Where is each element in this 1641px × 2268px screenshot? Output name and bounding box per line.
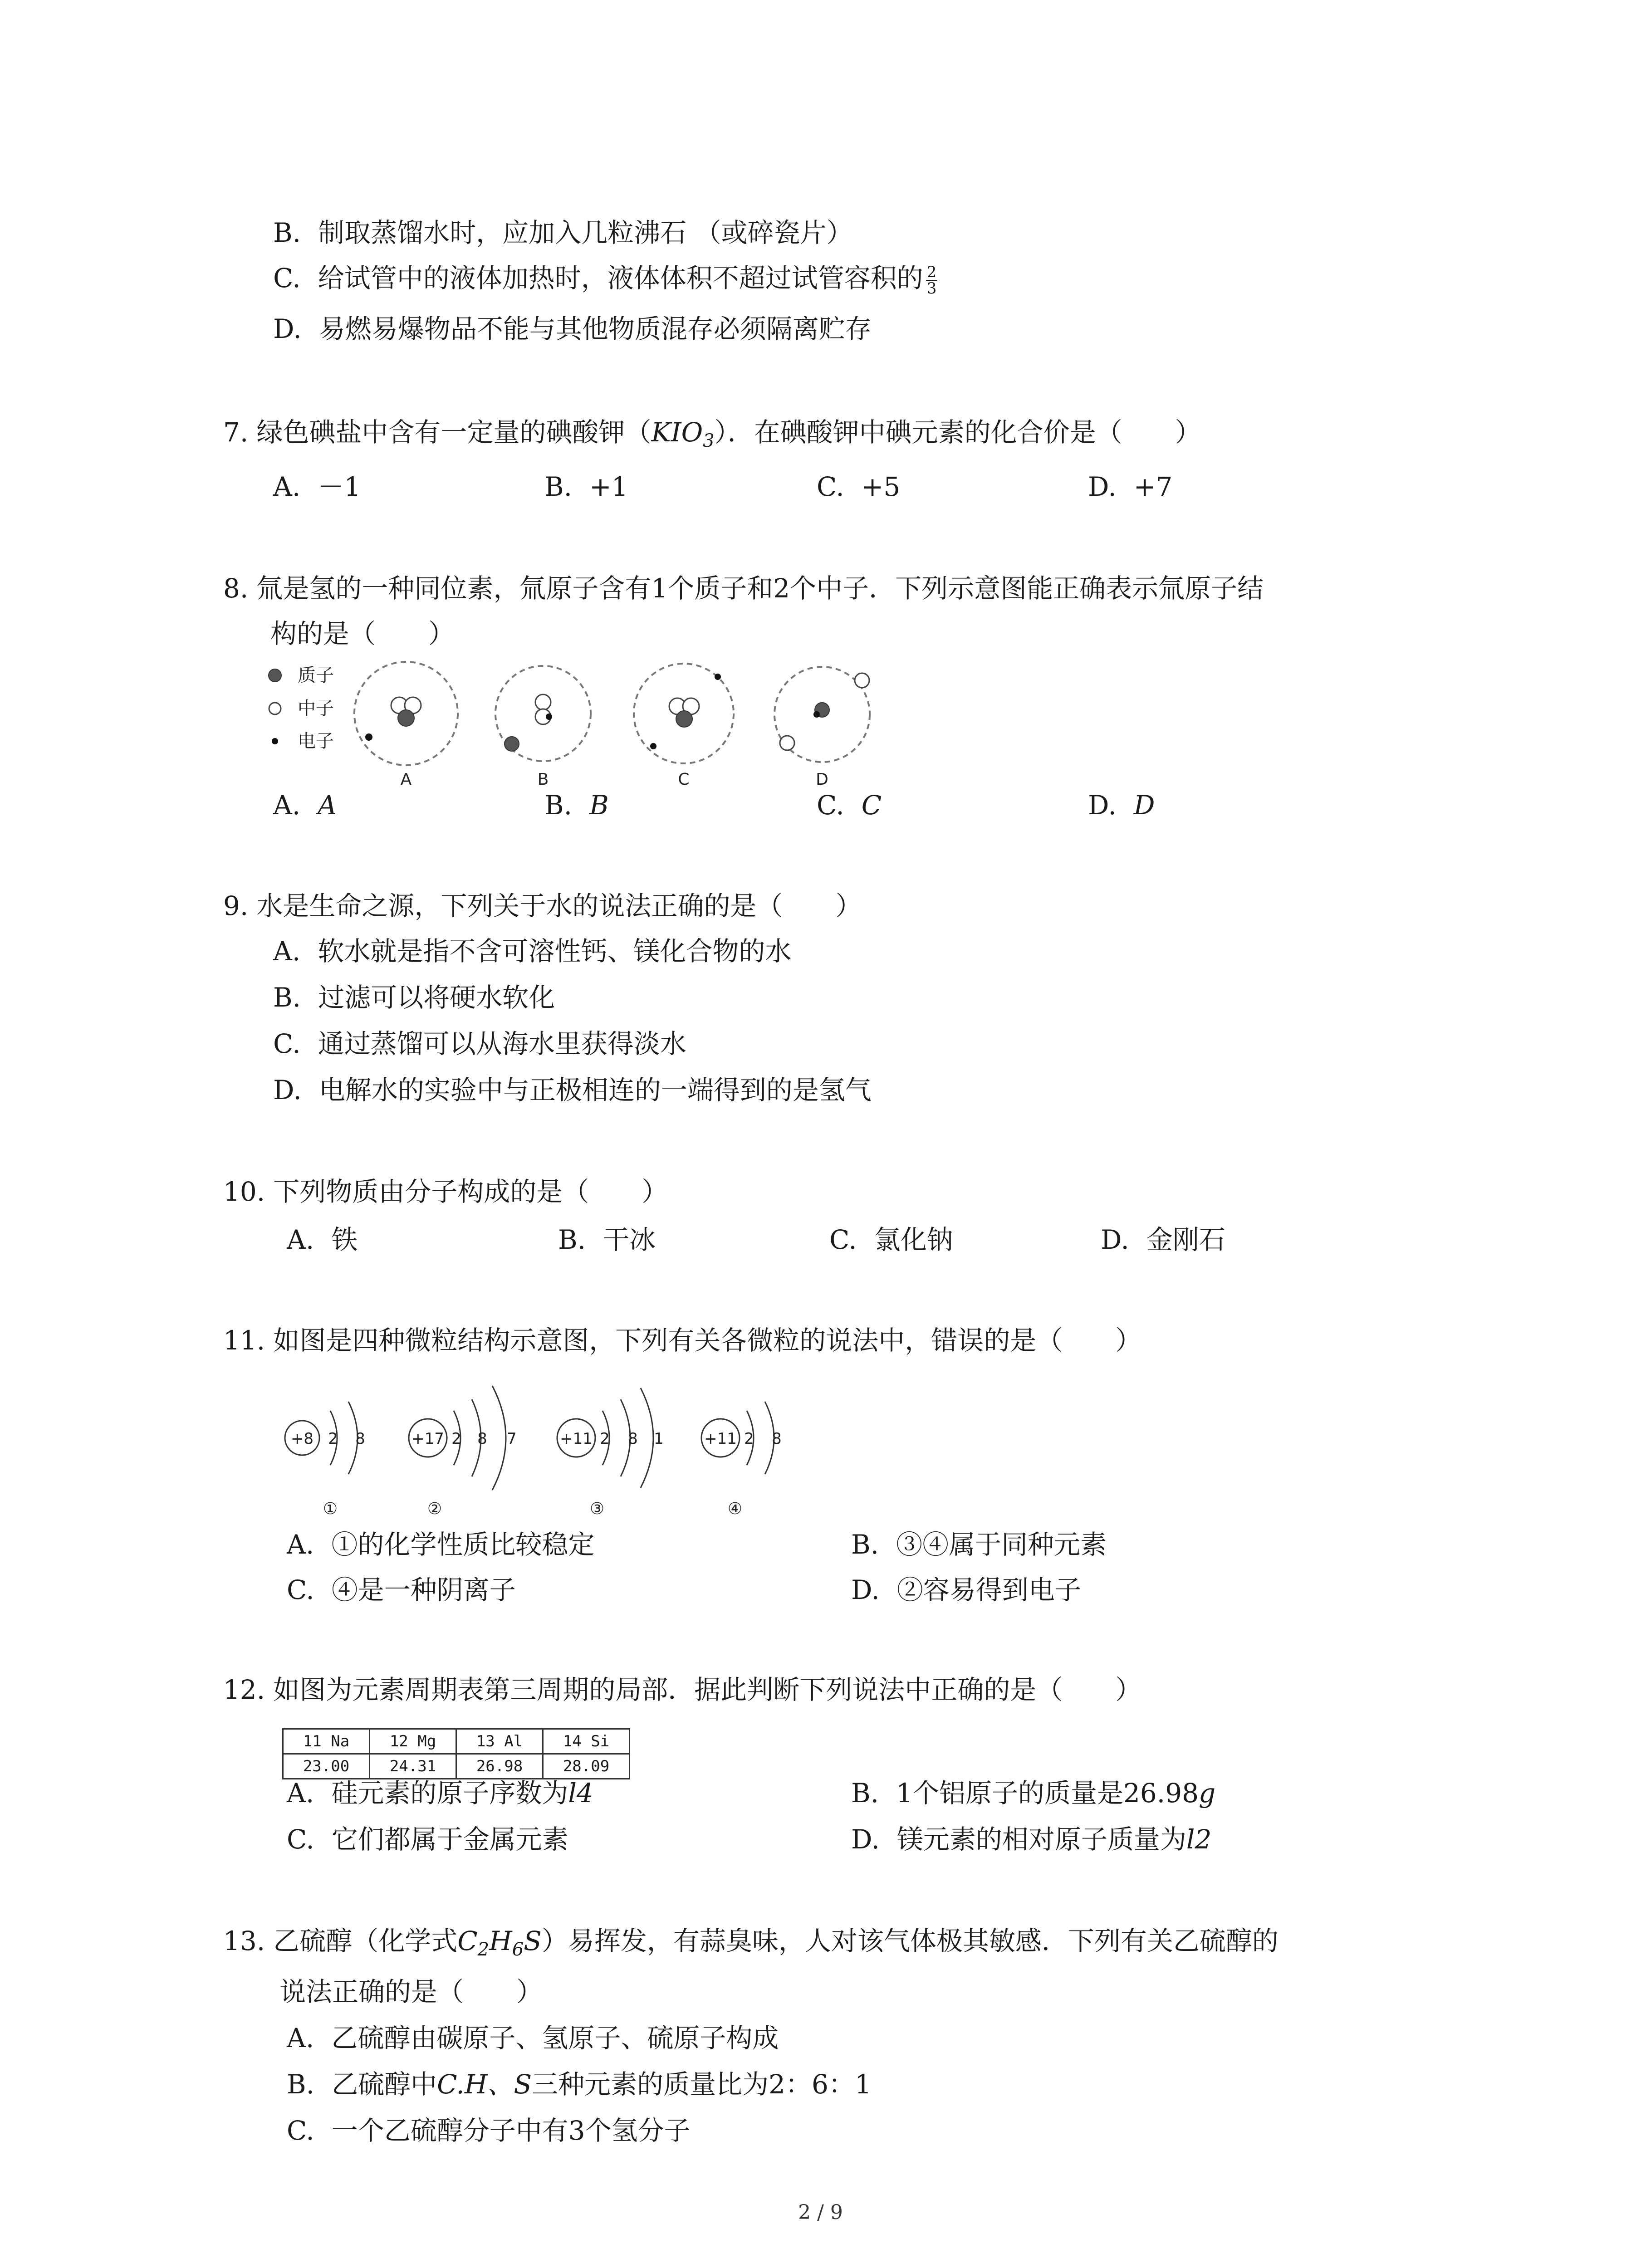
- atom-diagram-b: [495, 666, 591, 789]
- particle-diagram-2: [409, 1386, 517, 1518]
- neutron-icon: [391, 697, 407, 714]
- neutron-legend-label: 中子: [298, 698, 334, 719]
- particle-diagram-3: [557, 1388, 664, 1518]
- proton-icon: [505, 737, 519, 751]
- diagram-label-d: D: [816, 770, 828, 789]
- mass-cell: 26.98: [456, 1754, 543, 1779]
- q6-option-b: B. 制取蒸馏水时，应加入几粒沸石 （或碎瓷片）: [273, 217, 853, 248]
- particle-tag: ③: [589, 1500, 605, 1518]
- particle-diagram-4: [701, 1402, 782, 1518]
- diagram-label-a: A: [400, 770, 412, 789]
- electron-orbit: [354, 662, 458, 765]
- nucleus-charge: +11: [704, 1430, 737, 1448]
- nucleus: [557, 1419, 595, 1457]
- atom-diagram-a: [354, 662, 458, 789]
- q11-option-b: B. ③④属于同种元素: [851, 1529, 1107, 1560]
- element-cell: 12 Mg: [370, 1729, 456, 1754]
- particle-tag: ④: [727, 1500, 743, 1518]
- electron-legend-label: 电子: [298, 731, 334, 752]
- nucleus-charge: +8: [290, 1430, 314, 1448]
- q8-option-a: A. A: [273, 790, 337, 821]
- electron-icon: [546, 714, 552, 720]
- shell-count: 8: [628, 1430, 638, 1448]
- proton-icon: [815, 703, 829, 717]
- q8-stem-line2: 构的是（ ）: [270, 618, 455, 649]
- page-number: 2 / 9: [798, 2201, 843, 2224]
- neutron-icon: [855, 673, 869, 688]
- fraction: $\frac{2}{3}$: [926, 263, 937, 298]
- q7-option-c: C. +5: [817, 471, 901, 502]
- neutron-icon: [683, 698, 699, 714]
- nucleus: [285, 1421, 319, 1455]
- q11-stem: 11. 如图是四种微粒结构示意图，下列有关各微粒的说法中，错误的是（ ）: [223, 1325, 1142, 1356]
- q13-option-a: A. 乙硫醇由碳原子、氢原子、硫原子构成: [287, 2023, 779, 2053]
- neutron-icon: [405, 697, 421, 714]
- shell-count: 2: [600, 1430, 610, 1448]
- q11-option-a: A. ①的化学性质比较稳定: [287, 1529, 595, 1560]
- q11-option-d: D. ②容易得到电子: [851, 1574, 1081, 1605]
- q10-option-b: B. 干冰: [558, 1224, 656, 1255]
- q9-option-a: A. 软水就是指不含可溶性钙、镁化合物的水: [273, 936, 792, 967]
- shell-arc: [621, 1399, 630, 1476]
- shell-arc: [348, 1402, 358, 1474]
- q12-option-d: D. 镁元素的相对原子质量为l2: [851, 1824, 1212, 1855]
- periodic-table-excerpt: [282, 1728, 630, 1779]
- nucleus-charge: +17: [411, 1430, 444, 1448]
- q13-stem-line1: 13. 乙硫醇（化学式$C_2H_6S$）易挥发，有蒜臭味，人对该气体极其敏感．下列有关乙硫醇的: [223, 1926, 1279, 1960]
- q10-stem: 10. 下列物质由分子构成的是（ ）: [223, 1176, 668, 1207]
- proton-legend-icon: [269, 669, 281, 682]
- shell-count: 8: [477, 1430, 487, 1448]
- q8-legend: [269, 665, 334, 752]
- table-row: [283, 1754, 630, 1779]
- neutron-icon: [780, 736, 794, 750]
- element-cell: 11 Na: [283, 1729, 370, 1754]
- neutron-icon: [535, 709, 551, 724]
- q6-option-d: D. 易燃易爆物品不能与其他物质混存必须隔离贮存: [273, 313, 872, 344]
- nucleus: [409, 1419, 447, 1457]
- mass-cell: 23.00: [283, 1754, 370, 1779]
- shell-arc: [330, 1411, 337, 1465]
- neutron-icon: [669, 698, 686, 714]
- q7-option-b: B. +1: [544, 471, 628, 502]
- electron-icon: [650, 743, 656, 749]
- q9-option-d: D. 电解水的实验中与正极相连的一端得到的是氢气: [273, 1075, 872, 1105]
- q13-option-b: B. 乙硫醇中C.H、S三种元素的质量比为2：6：1: [287, 2069, 872, 2100]
- q12-option-b: B. 1个铝原子的质量是26.98g: [851, 1778, 1216, 1809]
- shell-arc: [454, 1411, 460, 1465]
- q11-option-c: C. ④是一种阴离子: [287, 1574, 516, 1605]
- q13-stem-line2: 说法正确的是（ ）: [279, 1976, 543, 2007]
- shell-count: 2: [328, 1430, 338, 1448]
- q7-option-d: D. +7: [1088, 471, 1173, 502]
- nucleus: [701, 1419, 740, 1457]
- q8-option-c: C. C: [817, 790, 882, 821]
- shell-arc: [472, 1399, 481, 1476]
- electron-orbit: [774, 667, 870, 762]
- electron-orbit: [495, 666, 591, 761]
- element-cell: 14 Si: [543, 1729, 630, 1754]
- q9-option-c: C. 通过蒸馏可以从海水里获得淡水: [273, 1028, 686, 1059]
- q10-option-d: D. 金刚石: [1101, 1224, 1225, 1255]
- electron-icon: [813, 711, 820, 718]
- element-cell: 13 Al: [456, 1729, 543, 1754]
- table-row: [283, 1729, 630, 1754]
- diagram-label-c: C: [678, 770, 690, 789]
- q12-option-a: A. 硅元素的原子序数为l4: [287, 1778, 593, 1809]
- electron-icon: [715, 674, 721, 680]
- proton-icon: [398, 710, 414, 726]
- atom-diagram-d: [774, 667, 870, 789]
- q10-option-c: C. 氯化钠: [829, 1224, 953, 1255]
- shell-arc: [641, 1388, 653, 1488]
- electron-legend-icon: [272, 738, 278, 744]
- q12-stem: 12. 如图为元素周期表第三周期的局部．据此判断下列说法中正确的是（ ）: [223, 1674, 1142, 1705]
- shell-arc: [747, 1411, 754, 1465]
- shell-count: 1: [654, 1430, 664, 1448]
- shell-arc: [492, 1386, 506, 1490]
- mass-cell: 24.31: [370, 1754, 456, 1779]
- neutron-icon: [535, 694, 551, 710]
- particle-diagram-1: [285, 1402, 365, 1518]
- atom-diagram-c: [634, 664, 734, 789]
- q13-option-c: C. 一个乙硫醇分子中有3个氢分子: [287, 2115, 691, 2146]
- electron-icon: [365, 733, 372, 741]
- q10-option-a: A. 铁: [287, 1224, 358, 1255]
- shell-count: 2: [451, 1430, 461, 1448]
- q9-option-b: B. 过滤可以将硬水软化: [273, 982, 555, 1013]
- q6-option-c: C. 给试管中的液体加热时，液体体积不超过试管容积的 $\frac{2}{3}$: [273, 263, 937, 298]
- shell-arc: [603, 1411, 609, 1465]
- particle-tag: ①: [323, 1500, 338, 1518]
- electron-orbit: [634, 664, 734, 763]
- shell-count: 7: [507, 1430, 517, 1448]
- neutron-legend-icon: [269, 703, 281, 714]
- q8-option-b: B. B: [544, 790, 609, 821]
- particle-tag: ②: [427, 1500, 442, 1518]
- q7-option-a: A. －1: [273, 471, 361, 502]
- shell-arc: [765, 1402, 774, 1474]
- shell-count: 8: [772, 1430, 782, 1448]
- shell-count: 8: [355, 1430, 365, 1448]
- q8-option-d: D. D: [1088, 790, 1155, 821]
- diagram-label-b: B: [537, 770, 549, 789]
- nucleus-charge: +11: [560, 1430, 593, 1448]
- q12-option-c: C. 它们都属于金属元素: [287, 1824, 568, 1855]
- q7-stem: 7. 绿色碘盐中含有一定量的碘酸钾$(KIO_3)$．在碘酸钾中碘元素的化合价是（ ）: [223, 417, 1201, 451]
- proton-legend-label: 质子: [298, 665, 334, 686]
- proton-icon: [676, 711, 692, 727]
- mass-cell: 28.09: [543, 1754, 630, 1779]
- shell-count: 2: [744, 1430, 754, 1448]
- q8-stem-line1: 8. 氚是氢的一种同位素，氚原子含有1个质子和2个中子．下列示意图能正确表示氚原子结: [223, 573, 1264, 604]
- q9-stem: 9. 水是生命之源，下列关于水的说法正确的是（ ）: [223, 890, 862, 921]
